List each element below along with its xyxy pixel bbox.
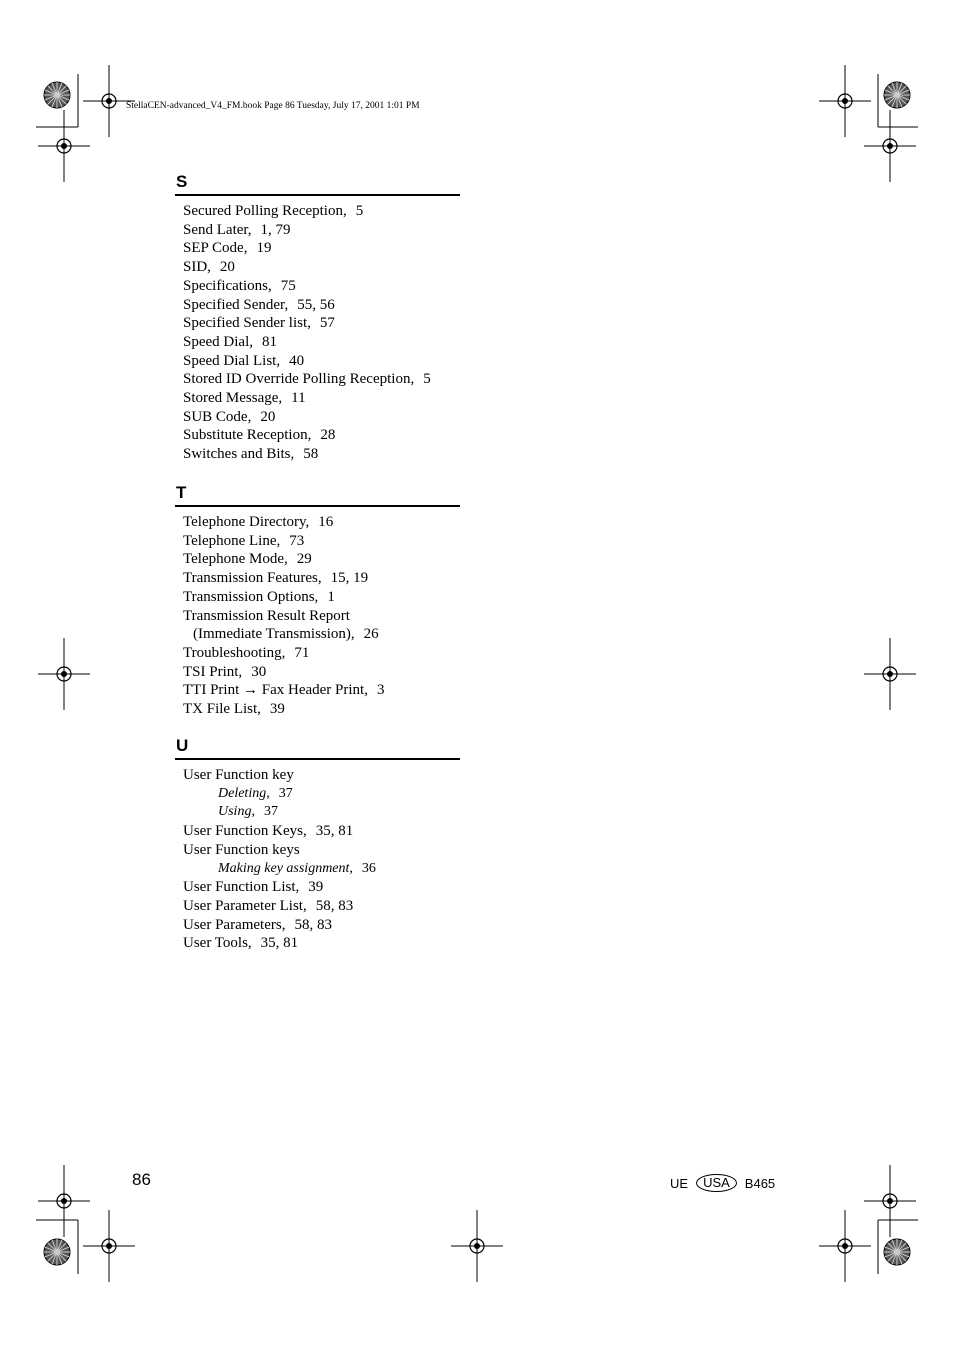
entry-pages: 37 bbox=[278, 785, 293, 801]
index-section-t bbox=[175, 483, 460, 719]
entry-pages: 1, 79 bbox=[260, 221, 291, 238]
index-entry bbox=[175, 426, 460, 445]
entry-pages: 5 bbox=[355, 203, 364, 219]
entry-term: Transmission Features, bbox=[183, 570, 322, 587]
index-entries bbox=[175, 513, 460, 719]
registration-mark-center bbox=[887, 143, 893, 149]
entry-pages: 30 bbox=[251, 663, 267, 680]
registration-mark-center bbox=[474, 1243, 480, 1249]
registration-mark-center bbox=[887, 671, 893, 677]
entry-pages: 57 bbox=[319, 315, 335, 332]
entry-pages: 75 bbox=[280, 277, 296, 294]
registration-mark-center bbox=[61, 671, 67, 677]
entry-term: Transmission Result Report bbox=[183, 607, 350, 624]
index-entries bbox=[175, 766, 460, 953]
index-entry bbox=[175, 625, 460, 644]
index-entry bbox=[175, 766, 460, 785]
registration-mark-center bbox=[842, 1243, 848, 1249]
index-entry bbox=[175, 785, 460, 804]
entry-pages: 3 bbox=[376, 682, 385, 699]
entry-term: SID, bbox=[183, 259, 211, 276]
index-entry bbox=[175, 934, 460, 953]
entry-term: User Tools, bbox=[183, 935, 252, 952]
index-entry bbox=[175, 841, 460, 860]
index-entry bbox=[175, 897, 460, 916]
entry-pages: 26 bbox=[363, 626, 379, 643]
entry-term: TTI Print → Fax Header Print, bbox=[183, 682, 368, 699]
entry-comma: , bbox=[349, 860, 353, 876]
index-entry bbox=[175, 389, 460, 408]
entry-pages: 71 bbox=[294, 644, 310, 661]
entry-term: Stored ID Override Polling Reception, bbox=[183, 371, 415, 388]
entry-term: User Function List, bbox=[183, 879, 300, 896]
entry-term: Substitute Reception, bbox=[183, 427, 312, 444]
section-letter: S bbox=[175, 172, 460, 196]
entry-term: Specified Sender list, bbox=[183, 315, 311, 332]
entry-pages: 11 bbox=[291, 390, 306, 407]
entry-pages: 40 bbox=[289, 352, 305, 369]
registration-mark-center bbox=[842, 98, 848, 104]
entry-term: TX File List, bbox=[183, 701, 261, 718]
entry-term: Secured Polling Reception, bbox=[183, 203, 347, 219]
entry-pages: 55, 56 bbox=[297, 296, 335, 313]
registration-mark-center bbox=[61, 143, 67, 149]
index-entry bbox=[175, 569, 460, 588]
entry-pages: 20 bbox=[219, 259, 235, 276]
entry-pages: 35, 81 bbox=[260, 935, 299, 952]
entry-term: User Parameters, bbox=[183, 916, 286, 933]
index-entry bbox=[175, 681, 460, 700]
entry-pages: 39 bbox=[308, 879, 324, 896]
registration-mark-center bbox=[106, 98, 112, 104]
print-header: StellaCEN-advanced_V4_FM.book Page 86 Tuesday, July 17, 2001 1:01 PM bbox=[126, 101, 420, 111]
index-entry bbox=[175, 532, 460, 551]
index-entry bbox=[175, 352, 460, 371]
entry-term: Speed Dial List, bbox=[183, 352, 281, 369]
index-section-u bbox=[175, 736, 460, 953]
entry-term: Deleting bbox=[218, 785, 267, 801]
index-entry bbox=[175, 822, 460, 841]
index-entries bbox=[175, 202, 460, 464]
entry-pages: 1 bbox=[327, 588, 335, 605]
index-entry bbox=[175, 663, 460, 682]
entry-pages: 36 bbox=[361, 860, 376, 876]
entry-term: Telephone Directory, bbox=[183, 514, 310, 530]
index-entry bbox=[175, 588, 460, 607]
entry-term: User Function key bbox=[183, 767, 294, 783]
index-entry bbox=[175, 333, 460, 352]
index-entry bbox=[175, 277, 460, 296]
entry-term: (Immediate Transmission), bbox=[193, 626, 355, 643]
entry-term: Speed Dial, bbox=[183, 333, 253, 350]
entry-pages: 35, 81 bbox=[315, 823, 354, 840]
entry-pages: 5 bbox=[423, 371, 431, 388]
entry-pages: 73 bbox=[289, 532, 305, 549]
entry-pages: 58, 83 bbox=[315, 897, 354, 914]
index-entry bbox=[175, 860, 460, 879]
entry-term: TSI Print, bbox=[183, 663, 243, 680]
index-entry bbox=[175, 550, 460, 569]
entry-term: Telephone Line, bbox=[183, 532, 281, 549]
index-entry bbox=[175, 202, 460, 221]
entry-term: Switches and Bits, bbox=[183, 446, 295, 463]
entry-term: Specifications, bbox=[183, 277, 272, 294]
entry-pages: 81 bbox=[261, 333, 277, 350]
index-entry bbox=[175, 513, 460, 532]
footer-code-right: B465 bbox=[744, 1175, 776, 1191]
index-entry bbox=[175, 607, 460, 626]
index-entry bbox=[175, 644, 460, 663]
entry-term: Stored Message, bbox=[183, 390, 283, 407]
entry-term: User Function keys bbox=[183, 841, 300, 858]
registration-mark-center bbox=[106, 1243, 112, 1249]
entry-pages: 29 bbox=[296, 551, 312, 568]
entry-pages: 37 bbox=[263, 804, 278, 820]
footer-code-oval: USA bbox=[696, 1174, 737, 1192]
index-entry bbox=[175, 878, 460, 897]
entry-pages: 19 bbox=[256, 240, 272, 257]
footer-code-left: UE bbox=[670, 1175, 689, 1191]
section-letter: U bbox=[175, 736, 460, 760]
entry-pages: 39 bbox=[269, 701, 285, 718]
index-entry bbox=[175, 221, 460, 240]
index-entry bbox=[175, 370, 460, 389]
entry-term: User Function Keys, bbox=[183, 823, 307, 840]
footer-code bbox=[670, 1174, 775, 1192]
registration-mark-center bbox=[887, 1198, 893, 1204]
entry-term: Using bbox=[218, 804, 252, 820]
page-number: 86 bbox=[132, 1170, 151, 1189]
entry-pages: 15, 19 bbox=[330, 570, 369, 587]
entry-pages: 58 bbox=[303, 446, 319, 463]
index-entry bbox=[175, 408, 460, 427]
entry-comma: , bbox=[251, 804, 255, 820]
index-section-s bbox=[175, 172, 460, 464]
entry-term: Send Later, bbox=[183, 221, 252, 238]
entry-term: Specified Sender, bbox=[183, 296, 289, 313]
entry-pages: 28 bbox=[320, 427, 336, 444]
entry-comma: , bbox=[266, 785, 270, 801]
entry-pages: 20 bbox=[260, 408, 276, 425]
entry-term: SUB Code, bbox=[183, 408, 252, 425]
entry-term: User Parameter List, bbox=[183, 897, 307, 914]
entry-pages: 58, 83 bbox=[294, 916, 332, 933]
index-entry bbox=[175, 445, 460, 464]
entry-pages: 16 bbox=[318, 514, 334, 530]
index-entry bbox=[175, 314, 460, 333]
entry-term: Telephone Mode, bbox=[183, 551, 288, 568]
index-entry bbox=[175, 296, 460, 315]
index-entry bbox=[175, 916, 460, 935]
entry-term: SEP Code, bbox=[183, 240, 248, 257]
index-entry bbox=[175, 258, 460, 277]
index-entry bbox=[175, 700, 460, 719]
registration-mark-center bbox=[61, 1198, 67, 1204]
index-entry bbox=[175, 803, 460, 822]
entry-term: Making key assignment bbox=[218, 860, 350, 876]
entry-term: Transmission Options, bbox=[183, 588, 319, 605]
entry-term: Troubleshooting, bbox=[183, 644, 286, 661]
index-entry bbox=[175, 239, 460, 258]
section-letter: T bbox=[175, 483, 460, 507]
